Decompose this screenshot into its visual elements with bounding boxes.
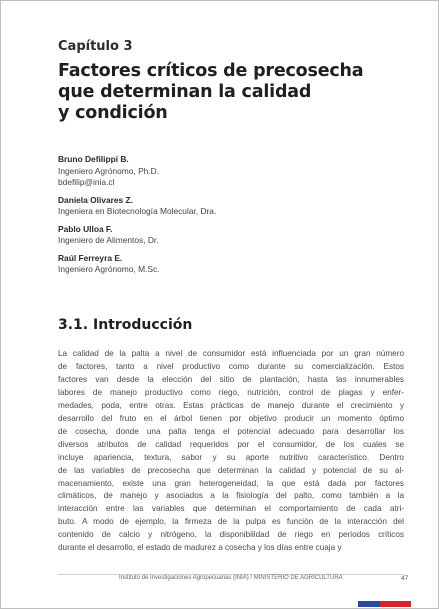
author-role: Ingeniero Agrónomo, Ph.D. [58, 165, 160, 176]
author-role: Ingeniera en Biotecnología Molecular, Dra. [58, 206, 217, 216]
chapter-title-line: y condición [58, 103, 168, 123]
body-line: climáticos, de manejo y asociados a la fisiología del palto, como también a la [58, 491, 404, 501]
body-line: incluye apariencia, textura, sabor y su aporte nutritivo característico. Dentro [58, 452, 404, 462]
body-line: medades, poda, entre otras. Estas prácticas de manejo durante el crecimiento y [58, 400, 404, 410]
body-line: contenido de calcio y nitrógeno, la disponibilidad de riego en periodos críticos [58, 530, 404, 540]
author-entry [58, 253, 388, 276]
chapter-title-line: que determinan la calidad [58, 82, 312, 102]
flag-stripe-logo [358, 601, 411, 607]
body-line: durante el desarrollo, el estado de madurez a cosecha y los días entre cuaja y [58, 543, 342, 553]
body-line: de cosecha, donde una palta tenga el potencial adecuado para desarrollar los [58, 426, 404, 436]
body-line: buto. A modo de ejemplo, la firmeza de la pulpa es función de la interacción del [58, 517, 404, 527]
author-name: Bruno Defilippi B. [58, 154, 129, 164]
footer-publisher: Instituto de Investigaciones Agropecuarias (INIA) / MINISTERIO DE AGRICULTURA [119, 575, 343, 581]
body-line: factores van desde la elección del sitio de plantación, hasta las innumerables [58, 374, 404, 384]
body-line: La calidad de la palta a nivel de consumidor está influenciada por un gran número [58, 349, 404, 358]
author-entry [58, 195, 388, 218]
body-line: macenamiento, existe una gran heterogeneidad, la que está dada por factores [58, 478, 404, 488]
body-line: interacción entre las variables que determinan el comportamiento de cada atri- [58, 504, 404, 514]
section-heading: 3.1. Introducción [58, 317, 193, 333]
page-number: 47 [401, 575, 409, 582]
body-line: labores de manejo productivo como riego, nutrición, control de plagas y enfer- [58, 387, 404, 397]
body-line: desarrollo del fruto en el árbol tienen por objetivo producir un momento óptimo [58, 413, 404, 423]
author-email[interactable]: bdefilip@inia.cl [58, 177, 115, 187]
body-line: de las variables de precosecha que determinan la calidad y potencial de su al- [58, 465, 404, 475]
author-entry [58, 154, 388, 189]
chapter-label: Capítulo 3 [58, 39, 133, 54]
body-paragraph [58, 348, 404, 555]
author-name: Pablo Ulloa F. [58, 223, 113, 234]
author-entry [58, 224, 388, 247]
author-name: Daniela Olivares Z. [58, 194, 133, 205]
author-list [58, 154, 388, 282]
author-name: Raúl Ferreyra E. [58, 252, 123, 263]
chapter-title [58, 61, 388, 124]
author-role: Ingeniero Agrónomo, M.Sc. [58, 264, 160, 274]
body-line: de factores, tanto a nivel productivo como durante su comercialización. Estos [58, 361, 404, 371]
flag-red-band [380, 601, 411, 607]
flag-blue-band [358, 601, 380, 607]
author-role: Ingeniero de Alimentos, Dr. [58, 235, 159, 245]
chapter-title-line: Factores críticos de precosecha [58, 61, 364, 81]
body-line: diversos atributos de calidad requeridos por el consumidor, de los cuales se [58, 439, 404, 449]
